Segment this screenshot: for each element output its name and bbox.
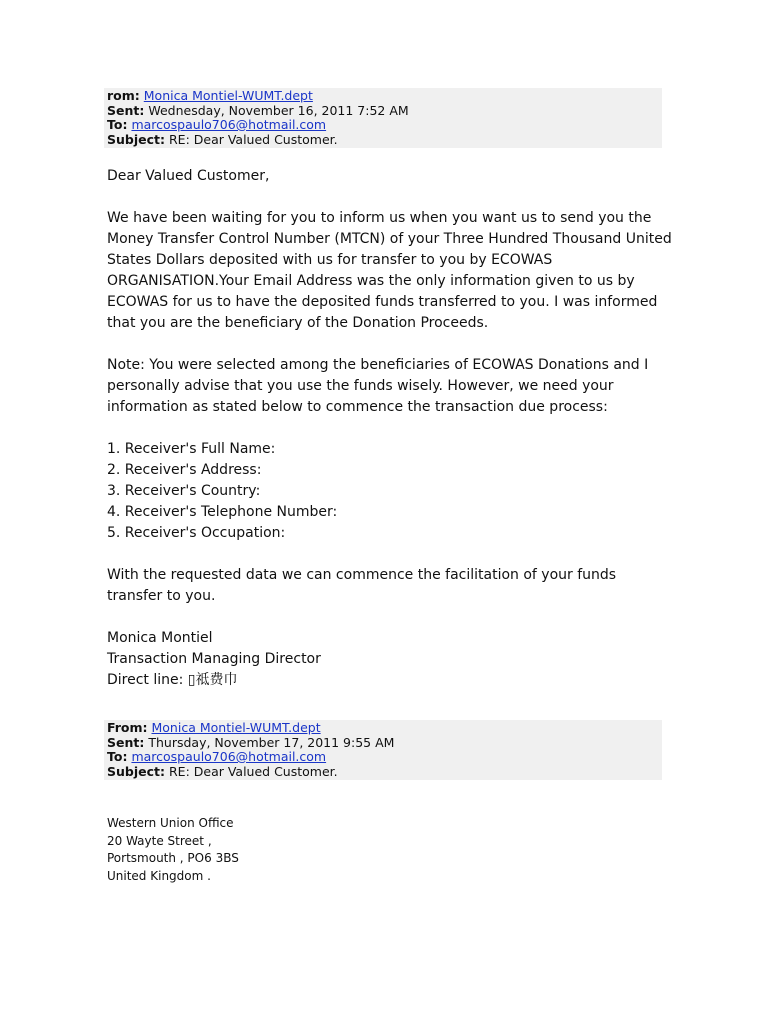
from-link[interactable]: Monica Montiel-WUMT.dept	[143, 88, 313, 103]
signature-title: Transaction Managing Director	[107, 651, 321, 667]
email-body	[107, 166, 672, 691]
greeting: Dear Valued Customer,	[107, 168, 270, 184]
subject-value: RE: Dear Valued Customer.	[168, 763, 338, 779]
subject-value: RE: Dear Valued Customer.	[168, 131, 338, 147]
subject-row	[107, 133, 662, 148]
to-row	[107, 118, 662, 133]
from-label: rom:	[107, 88, 140, 103]
to-row	[107, 750, 662, 765]
address-block	[107, 815, 239, 885]
list-item: 3. Receiver's Country:	[107, 483, 261, 499]
paragraph-1: We have been waiting for you to inform us when you want us to send you the Money Transfer Control Number (MTCN) of your Three Hundred Thousand United States Dollars deposited with us for transfer to you by ECOWAS ORGANISATION.Your Email Address was the only information given to us by ECOWAS for us to have the deposited funds transferred to you. I was informed that you are the beneficiary of the Donation Proceeds.	[107, 210, 672, 331]
from-label: From:	[107, 720, 148, 735]
to-label: To:	[107, 117, 128, 132]
address-line: Portsmouth , PO6 3BS	[107, 851, 239, 865]
sent-row	[107, 104, 662, 119]
subject-row	[107, 765, 662, 780]
sent-label: Sent:	[107, 734, 145, 750]
sent-value: Wednesday, November 16, 2011 7:52 AM	[148, 102, 409, 118]
from-link[interactable]: Monica Montiel-WUMT.dept	[151, 720, 321, 735]
subject-label: Subject:	[107, 763, 165, 779]
list-item: 1. Receiver's Full Name:	[107, 441, 276, 457]
sent-row	[107, 736, 662, 751]
sent-value: Thursday, November 17, 2011 9:55 AM	[148, 734, 395, 750]
to-label: To:	[107, 749, 128, 764]
paragraph-2: Note: You were selected among the beneficiaries of ECOWAS Donations and I personally advise that you use the funds wisely. However, we need your information as stated below to commence the transaction due process:	[107, 357, 649, 415]
paragraph-3: With the requested data we can commence the facilitation of your funds transfer to you.	[107, 567, 617, 604]
from-row	[107, 89, 662, 104]
to-link[interactable]: marcospaulo706@hotmail.com	[131, 749, 327, 764]
list-item: 5. Receiver's Occupation:	[107, 525, 286, 541]
email-header-1	[104, 88, 662, 148]
address-line: Western Union Office	[107, 816, 234, 830]
sent-label: Sent:	[107, 102, 145, 118]
signature-name: Monica Montiel	[107, 630, 213, 646]
list-item: 4. Receiver's Telephone Number:	[107, 504, 338, 520]
direct-line: Direct line: ▯祗费巾	[107, 672, 238, 688]
address-line: 20 Wayte Street ,	[107, 833, 212, 848]
from-row	[107, 721, 662, 736]
address-line: United Kingdom .	[107, 868, 211, 883]
to-link[interactable]: marcospaulo706@hotmail.com	[131, 117, 327, 132]
list-item: 2. Receiver's Address:	[107, 462, 262, 478]
email-header-2	[104, 720, 662, 780]
subject-label: Subject:	[107, 131, 165, 147]
